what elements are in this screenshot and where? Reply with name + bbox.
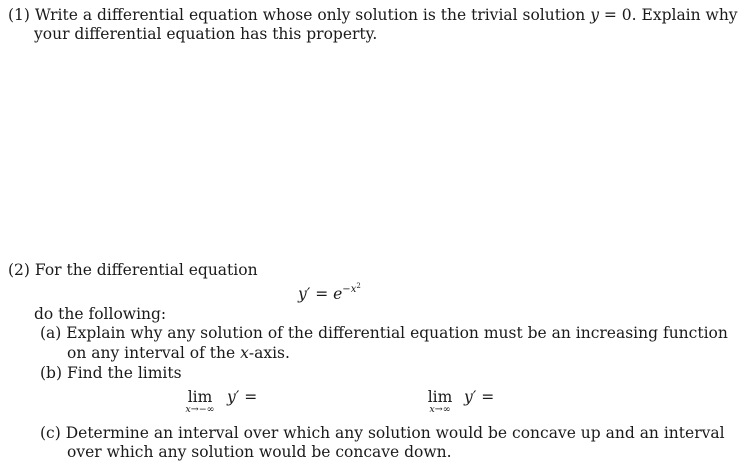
q2-do-following: do the following:: [34, 305, 167, 323]
q2-part-b-label: (b): [40, 364, 63, 382]
q2-equation: [298, 284, 361, 307]
q2-part-c-label: (c): [40, 424, 61, 442]
q2-intro-line: [8, 260, 258, 280]
q2-part-c-line-1: [40, 423, 725, 443]
q1-line-1: [8, 5, 738, 25]
limit-1-expression: y′ =: [227, 388, 258, 406]
q2-equation-lhs: y′ = e: [298, 285, 343, 303]
q1-number: (1): [8, 6, 30, 24]
q2-part-a-line-2: on any interval of the x-axis.: [67, 344, 290, 362]
q1-line-2: [34, 24, 377, 44]
q2-part-b-line: [40, 363, 182, 383]
limit-2-operator: lim x→∞: [427, 388, 453, 415]
q2-part-a-math-x: x: [240, 344, 249, 362]
q2-part-a-text: Explain why any solution of the differential equation must be an increasing function: [66, 324, 728, 342]
q1-text-part1: Write a differential equation whose only solution is the trivial solution: [34, 6, 591, 24]
q1-text-line2: your differential equation has this property.: [34, 25, 378, 43]
limit-2-expression: y′ =: [464, 388, 495, 406]
limit-1-operator: lim x→−∞: [185, 388, 215, 415]
q2-part-c-text: Determine an interval over which any solution would be concave up and an interval: [65, 424, 725, 442]
q2-part-b-text: Find the limits: [66, 364, 182, 382]
q2-part-a-line-1: [40, 323, 728, 343]
q2-part-a-label: (a): [40, 324, 62, 342]
q2-number: (2): [8, 261, 30, 279]
q1-text-part2: = 0. Explain why: [598, 6, 738, 24]
q2-equation-exponent: −x2: [342, 282, 361, 295]
q1-math-y: y: [590, 6, 599, 24]
q2-part-c-line-2: over which any solution would be concave down.: [67, 443, 452, 461]
q2-intro: For the differential equation: [34, 261, 258, 279]
